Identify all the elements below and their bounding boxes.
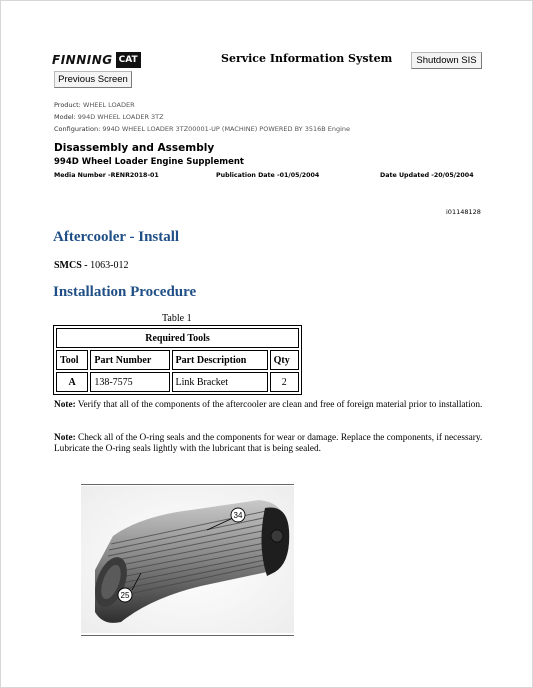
callout-34 bbox=[231, 508, 245, 522]
figure-bottom-rule bbox=[81, 635, 294, 636]
model-line bbox=[54, 113, 164, 121]
note-o-rings bbox=[54, 433, 484, 455]
config-label: Configuration: bbox=[54, 125, 101, 133]
note-clean bbox=[54, 400, 484, 411]
col-header-tool: Tool bbox=[56, 350, 88, 370]
cell-tool: A bbox=[56, 372, 88, 392]
table-caption: Table 1 bbox=[162, 313, 192, 324]
cell-qty: 2 bbox=[270, 372, 299, 392]
callout-34-label: 34 bbox=[233, 511, 243, 520]
product-label: Product: bbox=[54, 101, 81, 109]
finning-cat-logo bbox=[52, 51, 141, 68]
smcs-value: 1063-012 bbox=[90, 260, 129, 271]
document-title: Disassembly and Assembly bbox=[54, 142, 215, 154]
table-row bbox=[56, 372, 299, 392]
note-text: Verify that all of the components of the aftercooler are clean and free of foreign material prior to installation. bbox=[75, 400, 483, 410]
smcs-code bbox=[54, 260, 128, 271]
col-header-part-number: Part Number bbox=[90, 350, 169, 370]
figure-top-rule bbox=[81, 484, 294, 485]
procedure-heading: Installation Procedure bbox=[53, 284, 197, 300]
reference-id: i01148128 bbox=[446, 208, 481, 216]
date-updated: Date Updated -20/05/2004 bbox=[380, 172, 474, 179]
model-value: 994D WHEEL LOADER 3TZ bbox=[77, 113, 164, 121]
publication-date: Publication Date -01/05/2004 bbox=[216, 172, 320, 179]
note-text: Check all of the O-ring seals and the components for wear or damage. Replace the components, if necessary. Lubricate the O-ring seals lightly with the lubricant that is being sealed. bbox=[54, 433, 483, 454]
previous-screen-button[interactable]: Previous Screen bbox=[54, 71, 132, 88]
smcs-label: SMCS - bbox=[54, 260, 91, 271]
app-title: Service Information System bbox=[221, 52, 393, 65]
document-subtitle: 994D Wheel Loader Engine Supplement bbox=[54, 157, 244, 167]
aftercooler-illustration bbox=[81, 486, 294, 633]
product-value: WHEEL LOADER bbox=[82, 101, 135, 109]
note-label: Note: bbox=[54, 433, 76, 443]
note-label: Note: bbox=[54, 400, 76, 410]
logo-text: FINNING bbox=[52, 52, 113, 67]
cell-part-number: 138-7575 bbox=[90, 372, 169, 392]
col-header-part-description: Part Description bbox=[172, 350, 268, 370]
configuration-line bbox=[54, 125, 350, 133]
callout-25-label: 25 bbox=[120, 591, 130, 600]
page-heading: Aftercooler - Install bbox=[53, 229, 180, 245]
callout-25 bbox=[118, 588, 132, 602]
shutdown-sis-button[interactable]: Shutdown SIS bbox=[411, 52, 482, 69]
media-number: Media Number -RENR2018-01 bbox=[54, 172, 159, 179]
config-value: 994D WHEEL LOADER 3TZ00001-UP (MACHINE) POWERED BY 3516B Engine bbox=[102, 125, 351, 133]
required-tools-table bbox=[53, 325, 302, 395]
cell-part-description: Link Bracket bbox=[172, 372, 268, 392]
model-label: Model: bbox=[54, 113, 76, 121]
product-line bbox=[54, 101, 135, 109]
col-header-qty: Qty bbox=[270, 350, 299, 370]
cat-badge: CAT bbox=[116, 52, 141, 68]
table-title: Required Tools bbox=[56, 328, 299, 348]
